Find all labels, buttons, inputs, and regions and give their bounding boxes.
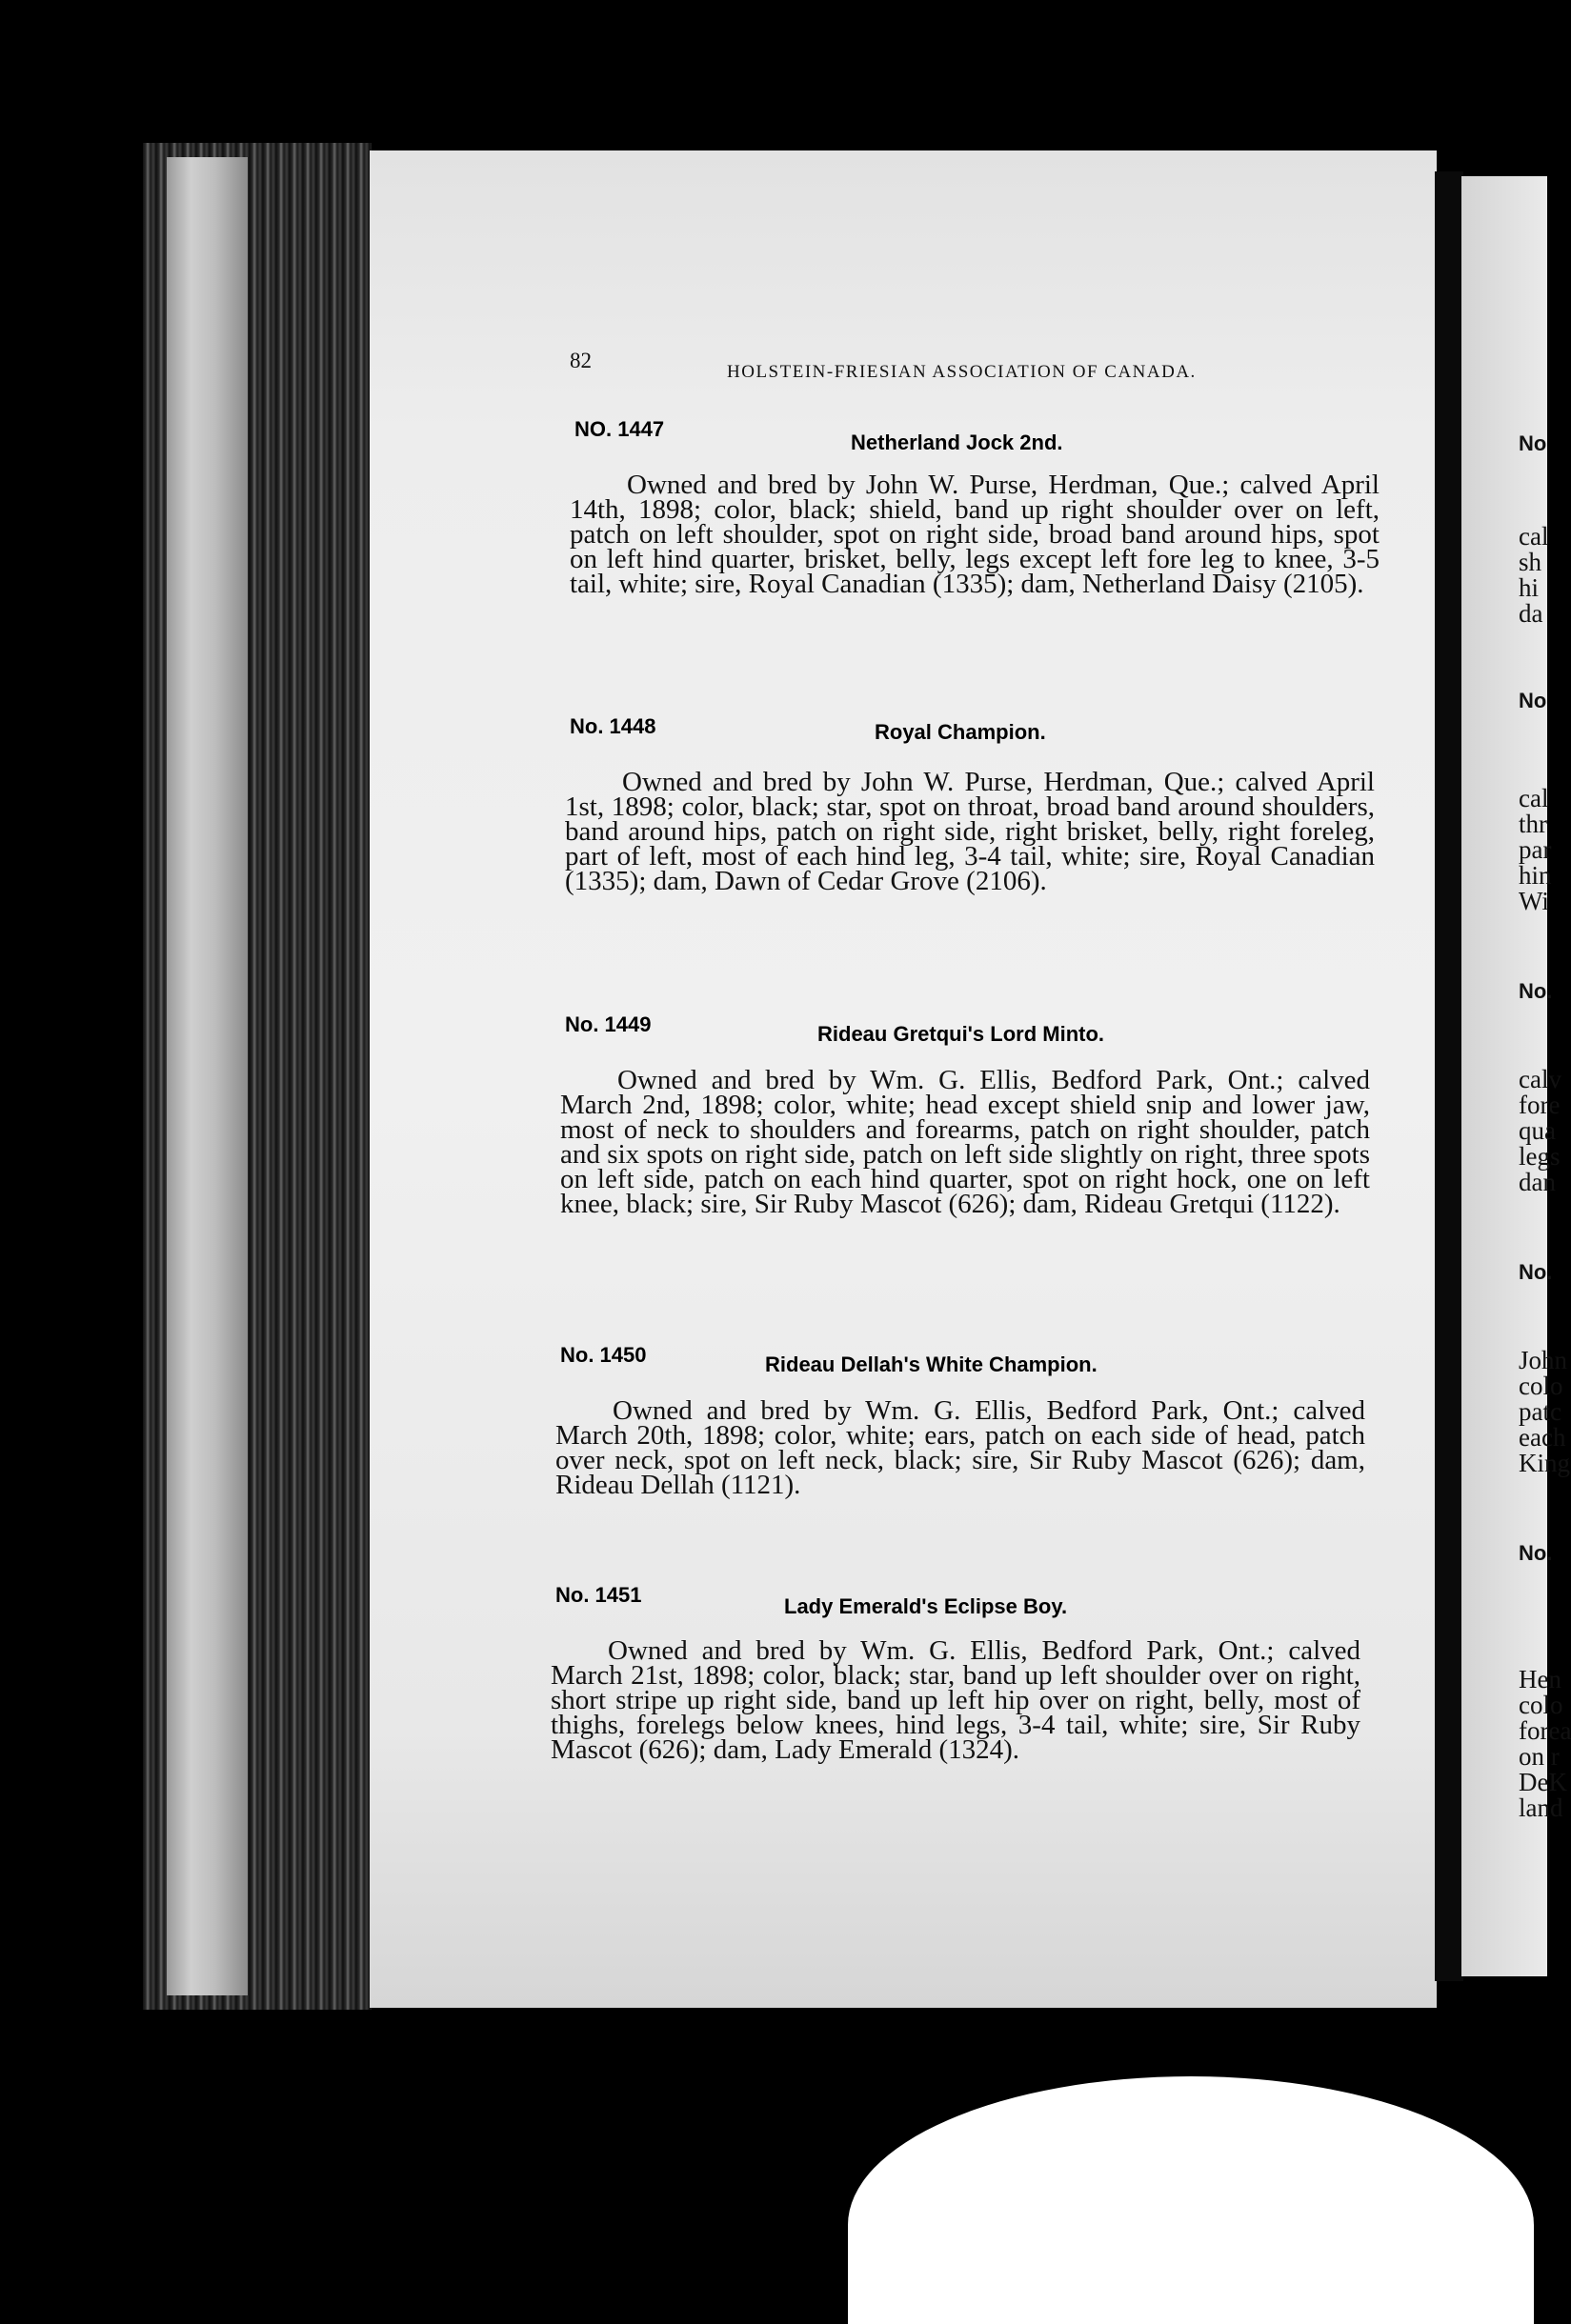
- entry-number: No. 1451: [555, 1583, 642, 1607]
- next-page-fragment: John: [1519, 1346, 1568, 1374]
- next-page-fragment: each: [1519, 1423, 1566, 1452]
- book-page: [370, 150, 1437, 2008]
- next-page-fragment: on r: [1519, 1742, 1560, 1771]
- entry-description: Owned and bred by Wm. G. Ellis, Bedford Park, Ont.; calved March 21st, 1898; color, black; star, band up left shoulder over on right, short stripe up right side, band up left hip over on right, belly, most of thighs, forelegs below knees, hind legs, 3-4 tail, white; sire, Sir Ruby Mascot (626); dam, Lady Emerald (1324).: [551, 1635, 1360, 1765]
- next-page-fragment: Wi: [1519, 887, 1549, 915]
- entry-description: Owned and bred by John W. Purse, Herdman, Que.; calved April 1st, 1898; color, black; star, spot on throat, broad band around shoulders, band around hips, patch on right side, right brisket, belly, right foreleg, part of left, most of each hind leg, 3-4 tail, white; sire, Royal Canadian (1335); dam, Dawn of Cedar Grove (2106).: [565, 767, 1375, 896]
- book-page-edges-highlight: [167, 157, 248, 1995]
- next-page-fragment: forea: [1519, 1716, 1571, 1745]
- next-page-fragment: cal: [1519, 522, 1549, 551]
- next-page-fragment: No: [1519, 689, 1547, 712]
- entry-animal-name: Netherland Jock 2nd.: [851, 431, 1063, 454]
- next-page-fragment: fore: [1519, 1091, 1561, 1119]
- entry-number: No. 1450: [560, 1343, 647, 1367]
- next-page-fragment: No.: [1519, 1541, 1553, 1565]
- entry-description: Owned and bred by Wm. G. Ellis, Bedford Park, Ont.; calved March 20th, 1898; color, white; ears, patch on each side of head, patch over neck, spot on left neck, black; sire, Sir Ruby Mascot (626); dam, Rideau Dellah (1121).: [555, 1395, 1365, 1500]
- next-page-fragment: colo: [1519, 1372, 1563, 1400]
- next-page-fragment: No: [1519, 431, 1547, 455]
- page-number: 82: [570, 349, 592, 372]
- next-page-fragment: dan: [1519, 1168, 1556, 1196]
- next-page-fragment: cal: [1519, 784, 1549, 812]
- entry-animal-name: Rideau Dellah's White Champion.: [765, 1352, 1098, 1376]
- book-spine: [1435, 171, 1463, 1981]
- next-page-fragment: King: [1519, 1449, 1570, 1477]
- next-page-fragment: DeK: [1519, 1768, 1567, 1796]
- entry-animal-name: Lady Emerald's Eclipse Boy.: [784, 1594, 1068, 1618]
- next-page-fragment: thr: [1519, 810, 1547, 838]
- next-page-fragment: hi: [1519, 573, 1540, 602]
- entry-number: No. 1448: [570, 714, 656, 738]
- next-page-fragment: calv: [1519, 1065, 1561, 1093]
- running-header: HOLSTEIN-FRIESIAN ASSOCIATION OF CANADA.: [727, 362, 1197, 382]
- entry-animal-name: Rideau Gretqui's Lord Minto.: [817, 1022, 1105, 1046]
- next-page-fragment: sh: [1519, 548, 1542, 576]
- next-page-fragment: qua: [1519, 1116, 1556, 1145]
- entry-description: Owned and bred by John W. Purse, Herdman, Que.; calved April 14th, 1898; color, black; shield, band up right shoulder over on left, patch on left shoulder, spot on right side, broad band around hips, spot on left hind quarter, brisket, belly, legs except left fore leg to knee, 3-5 tail, white; sire, Royal Canadian (1335); dam, Netherland Daisy (2105).: [570, 470, 1380, 599]
- next-page-fragment: patc: [1519, 1397, 1561, 1426]
- entry-description: Owned and bred by Wm. G. Ellis, Bedford Park, Ont.; calved March 2nd, 1898; color, white; head except shield snip and lower jaw, most of neck to shoulders and forearms, patch on right shoulder, patch and six spots on right side, patch on left side slightly on right, three spots on left side, patch on each hind quarter, spot on right hock, one on left knee, black; sire, Sir Ruby Mascot (626); dam, Rideau Gretqui (1122).: [560, 1065, 1370, 1219]
- next-page-fragment: par: [1519, 835, 1552, 864]
- next-page-fragment: Hen: [1519, 1665, 1561, 1693]
- next-page-strip: [1461, 176, 1571, 1976]
- entry-animal-name: Royal Champion.: [875, 720, 1046, 744]
- next-page-fragment: legs: [1519, 1142, 1561, 1171]
- next-page-fragment: land: [1519, 1793, 1563, 1822]
- next-page-fragment: No.: [1519, 1260, 1553, 1284]
- next-page-fragment: No.: [1519, 979, 1553, 1003]
- entry-number: No. 1449: [565, 1012, 652, 1036]
- next-page-fragment: hin: [1519, 861, 1552, 890]
- next-page-fragment: colo: [1519, 1691, 1563, 1719]
- entry-number: NO. 1447: [574, 417, 665, 441]
- next-page-fragment: da: [1519, 599, 1543, 628]
- scan-light-glare: [848, 2076, 1534, 2324]
